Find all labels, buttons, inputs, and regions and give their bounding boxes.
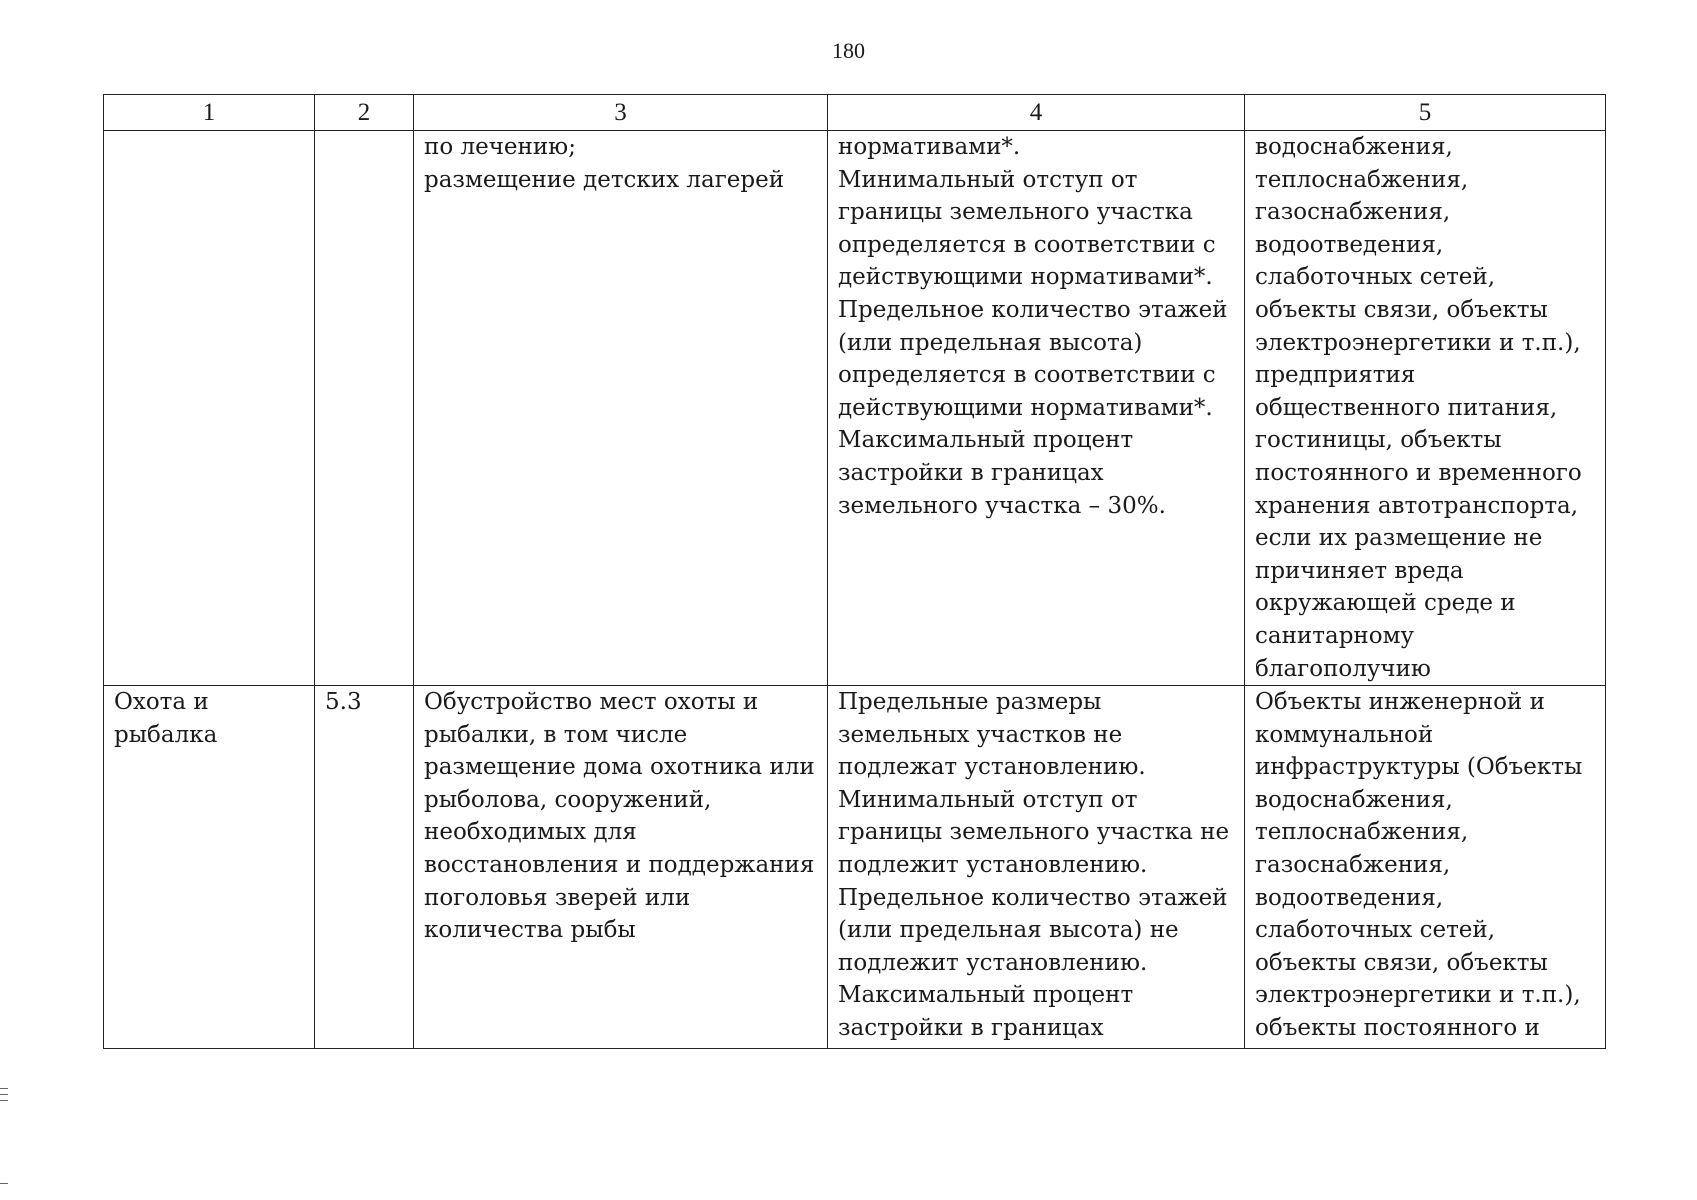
page-number: 180 [832,38,865,63]
cell-auxiliary-uses: водоснабжения, теплоснабжения, газоснабжения, водоотведения, слаботочных сетей, объекты связи, объекты электроэнергетики и т.п.), предприятия общественного питания, гостиницы, объекты постоянного и временного хранения автотранспорта, если их размещение не причиняет вреда окружающей среде и санитарному благополучию [1245,131,1606,686]
cell-description: по лечению; размещение детских лагерей [414,131,828,686]
regulations-table [103,94,1606,1049]
column-number-5: 5 [1245,95,1606,131]
column-number-3: 3 [414,95,828,131]
cell-auxiliary-uses: Объекты инженерной и коммунальной инфраструктуры (Объекты водоснабжения, теплоснабжения, газоснабжения, водоотведения, слаботочных сетей, объекты связи, объекты электроэнергетики и т.п.), объекты постоянного и [1245,686,1606,1049]
table-row [104,686,1606,1049]
table-header-row [104,95,1606,131]
cell-parameters: Предельные размеры земельных участков не подлежат установлению. Минимальный отступ от границы земельного участка не подлежит установлению. Предельное количество этажей (или предельная высота) не подлежит установлению. Максимальный процент застройки в границах [828,686,1245,1049]
cell-parameters: нормативами*. Минимальный отступ от границы земельного участка определяется в соответствии с действующими нормативами*. Предельное количество этажей (или предельная высота) определяется в соответствии с действующими нормативами*. Максимальный процент застройки в границах земельного участка – 30%. [828,131,1245,686]
table-row [104,131,1606,686]
cell-land-use-type [104,131,315,686]
cell-code: 5.3 [315,686,414,1049]
cell-description: Обустройство мест охоты и рыбалки, в том числе размещение дома охотника или рыболова, сооружений, необходимых для восстановления и поддержания поголовья зверей или количества рыбы [414,686,828,1049]
scan-margin-mark [0,1100,8,1101]
scan-margin-mark [0,1183,8,1184]
column-number-1: 1 [104,95,315,131]
scan-margin-mark [0,1094,8,1095]
cell-land-use-type: Охота и рыбалка [104,686,315,1049]
scan-margin-mark [0,1088,8,1089]
column-number-2: 2 [315,95,414,131]
cell-code [315,131,414,686]
column-number-4: 4 [828,95,1245,131]
